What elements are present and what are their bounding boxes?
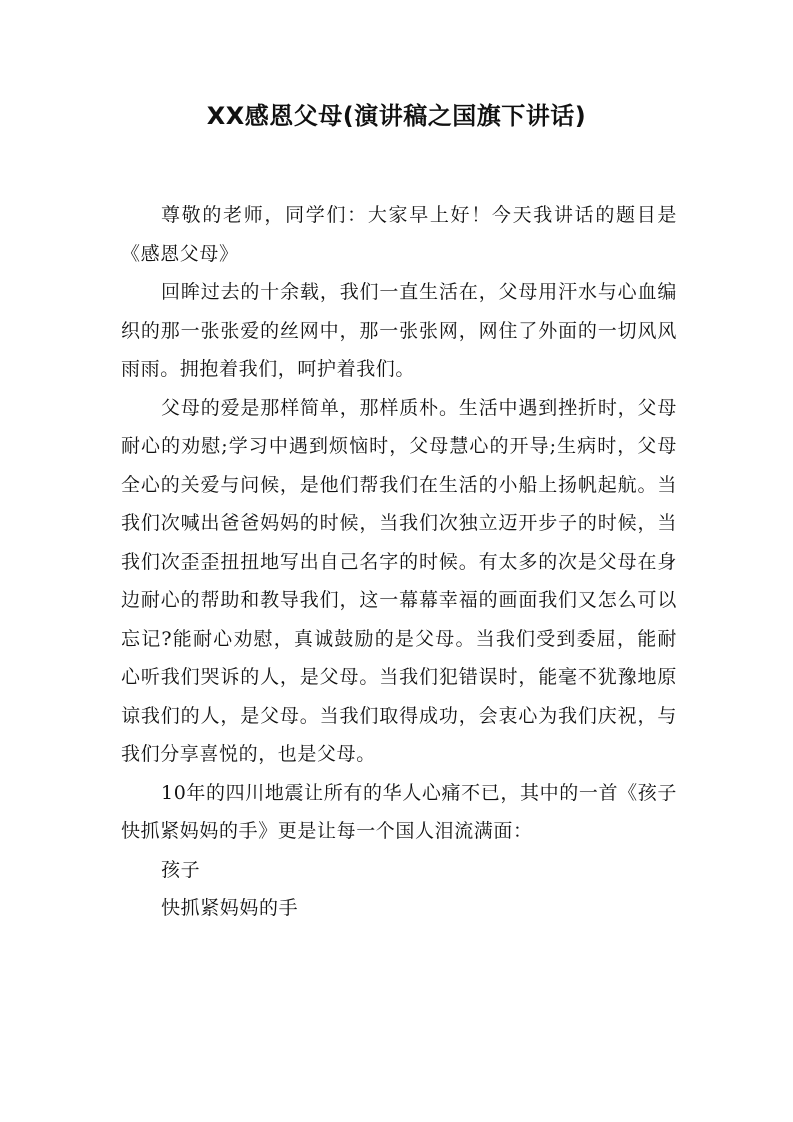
paragraph-reflection: 回眸过去的十余载，我们一直生活在，父母用汗水与心血编织的那一张张爱的丝网中，那一张张网，网住了外面的一切风风雨雨。拥抱着我们，呵护着我们。 bbox=[121, 281, 677, 380]
poem-line-1: 孩子 bbox=[161, 858, 201, 881]
paragraph-earthquake: 10年的四川地震让所有的华人心痛不已，其中的一首《孩子快抓紧妈妈的手》更是让每一个国人泪流满面： bbox=[121, 781, 677, 842]
poem-line-2: 快抓紧妈妈的手 bbox=[161, 897, 299, 919]
page-title: XX感恩父母(演讲稿之国旗下讲话) bbox=[206, 102, 587, 130]
document-body bbox=[121, 196, 677, 928]
paragraph-greeting: 尊敬的老师，同学们：大家早上好！今天我讲话的题目是《感恩父母》 bbox=[121, 204, 677, 265]
paragraph-parents-love: 父母的爱是那样简单，那样质朴。生活中遇到挫折时，父母耐心的劝慰;学习中遇到烦恼时，父母慧心的开导;生病时，父母全心的关爱与问候，是他们帮我们在生活的小船上扬帆起航。当我们次喊出爸爸妈妈的时候，当我们次独立迈开步子的时候，当我们次歪歪扭扭地写出自己名字的时候。有太多的次是父母在身边耐心的帮助和教导我们，这一幕幕幸福的画面我们又怎么可以忘记?能耐心劝慰，真诚鼓励的是父母。当我们受到委屈，能耐心听我们哭诉的人，是父母。当我们犯错误时，能毫不犹豫地原谅我们的人，是父母。当我们取得成功，会衷心为我们庆祝，与我们分享喜悦的，也是父母。 bbox=[121, 396, 677, 765]
